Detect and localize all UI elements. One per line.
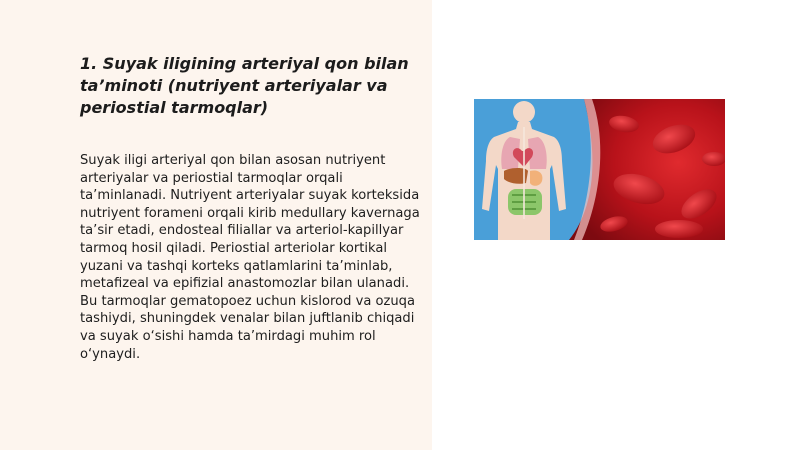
human-anatomy-blood-cells-icon xyxy=(474,99,725,240)
anatomy-illustration xyxy=(474,99,725,240)
slide-body-text: Suyak iligi arteriyal qon bilan asosan nutriyent arteriyalar va periostial tarmoqlar orqali ta’minlanadi. Nutriyent arteriyalar suyak korteksida nutriyent foramenі orqali kirib medullary kavernaga ta’sir etadi, endosteal filiallar va arteriol-kapillyar tarmoq hosil qiladi. Periostial arteriolar kortikal yuzani va tashqi korteks qatlamlarini ta’minlab, metafizeal va epifizial anastomozlar bilan ulanadi. Bu tarmoqlar gematopoez uchun kislorod va ozuqa tashiydi, shuningdek venalar bilan juftlanib chiqadi va suyak o‘sishi hamda ta’mirdagi muhim rol o‘ynaydi. xyxy=(80,153,420,362)
slide-title: 1. Suyak iligining arteriyal qon bilan ta’minoti (nutriyent arteriyalar va periostial tarmoqlar) xyxy=(80,54,409,117)
